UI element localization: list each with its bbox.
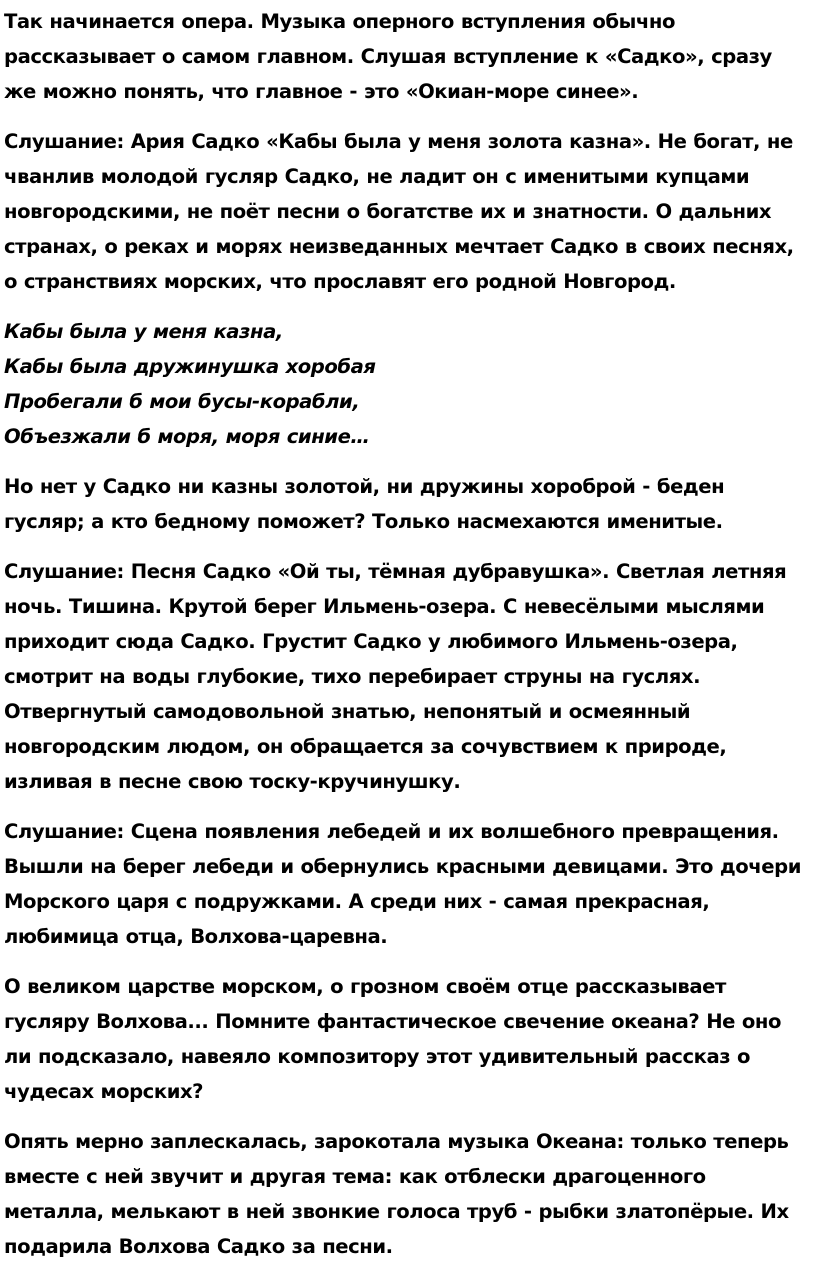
poem-line: Кабы была у меня казна, (4, 320, 283, 343)
paragraph-opera-intro: Так начинается опера. Музыка оперного вступления обычно рассказывает о самом главном. Слушая вступление к «Садко», сразу же можно понять, что главное - это «Окиан-море синее». (4, 10, 772, 103)
poem-line: Объезжали б моря, моря синие… (4, 425, 370, 448)
paragraph-swan-scene: Слушание: Сцена появления лебедей и их волшебного превращения. Вышли на берег лебеди и обернулись красными девицами. Это дочери Морского царя с подружками. А среди них - самая прекрасная, любимица отца, Волхова-царевна. (4, 820, 801, 948)
paragraph-dark-grove-song: Слушание: Песня Садко «Ой ты, тёмная дубравушка». Светлая летняя ночь. Тишина. Крутой берег Ильмень-озера. С невесёлыми мыслями приходит сюда Садко. Грустит Садко у любимого Ильмень-озера, смотрит на воды глубокие, тихо перебирает струны на гуслях. Отвергнутый самодовольной знатью, непонятый и осмеянный новгородским людом, он обращается за сочувствием к природе, изливая в песне свою тоску-кручинушку. (4, 560, 787, 793)
poem-stanza (4, 314, 806, 454)
paragraph-aria-sadko: Слушание: Ария Садко «Кабы была у меня золота казна». Не богат, не чванлив молодой гусляр Садко, не ладит он с именитыми купцами новгородскими, не поёт песни о богатстве их и знатности. О дальних странах, о реках и морях неизведанных мечтает Садко в своих песнях, о странствиях морских, что прославят его родной Новгород. (4, 130, 794, 293)
paragraph-sea-kingdom: О великом царстве морском, о грозном своём отце рассказывает гусляру Волхова... Помните фантастическое свечение океана? Не оно ли подсказало, навеяло композитору этот удивительный рассказ о чудесах морских? (4, 975, 781, 1103)
poem-line: Кабы была дружинушка хоробая (4, 355, 376, 378)
paragraph-poor-guslar: Но нет у Садко ни казны золотой, ни дружины хороброй - беден гусляр; а кто бедному поможет? Только насмехаются именитые. (4, 475, 725, 533)
paragraph-ocean-music: Опять мерно заплескалась, зарокотала музыка Океана: только теперь вместе с ней звучит и другая тема: как отблески драгоценного металла, мелькают в ней звонкие голоса труб - рыбки златопёрые. Их подарила Волхова Садко за песни. (4, 1130, 789, 1258)
poem-line: Пробегали б мои бусы-корабли, (4, 390, 360, 413)
